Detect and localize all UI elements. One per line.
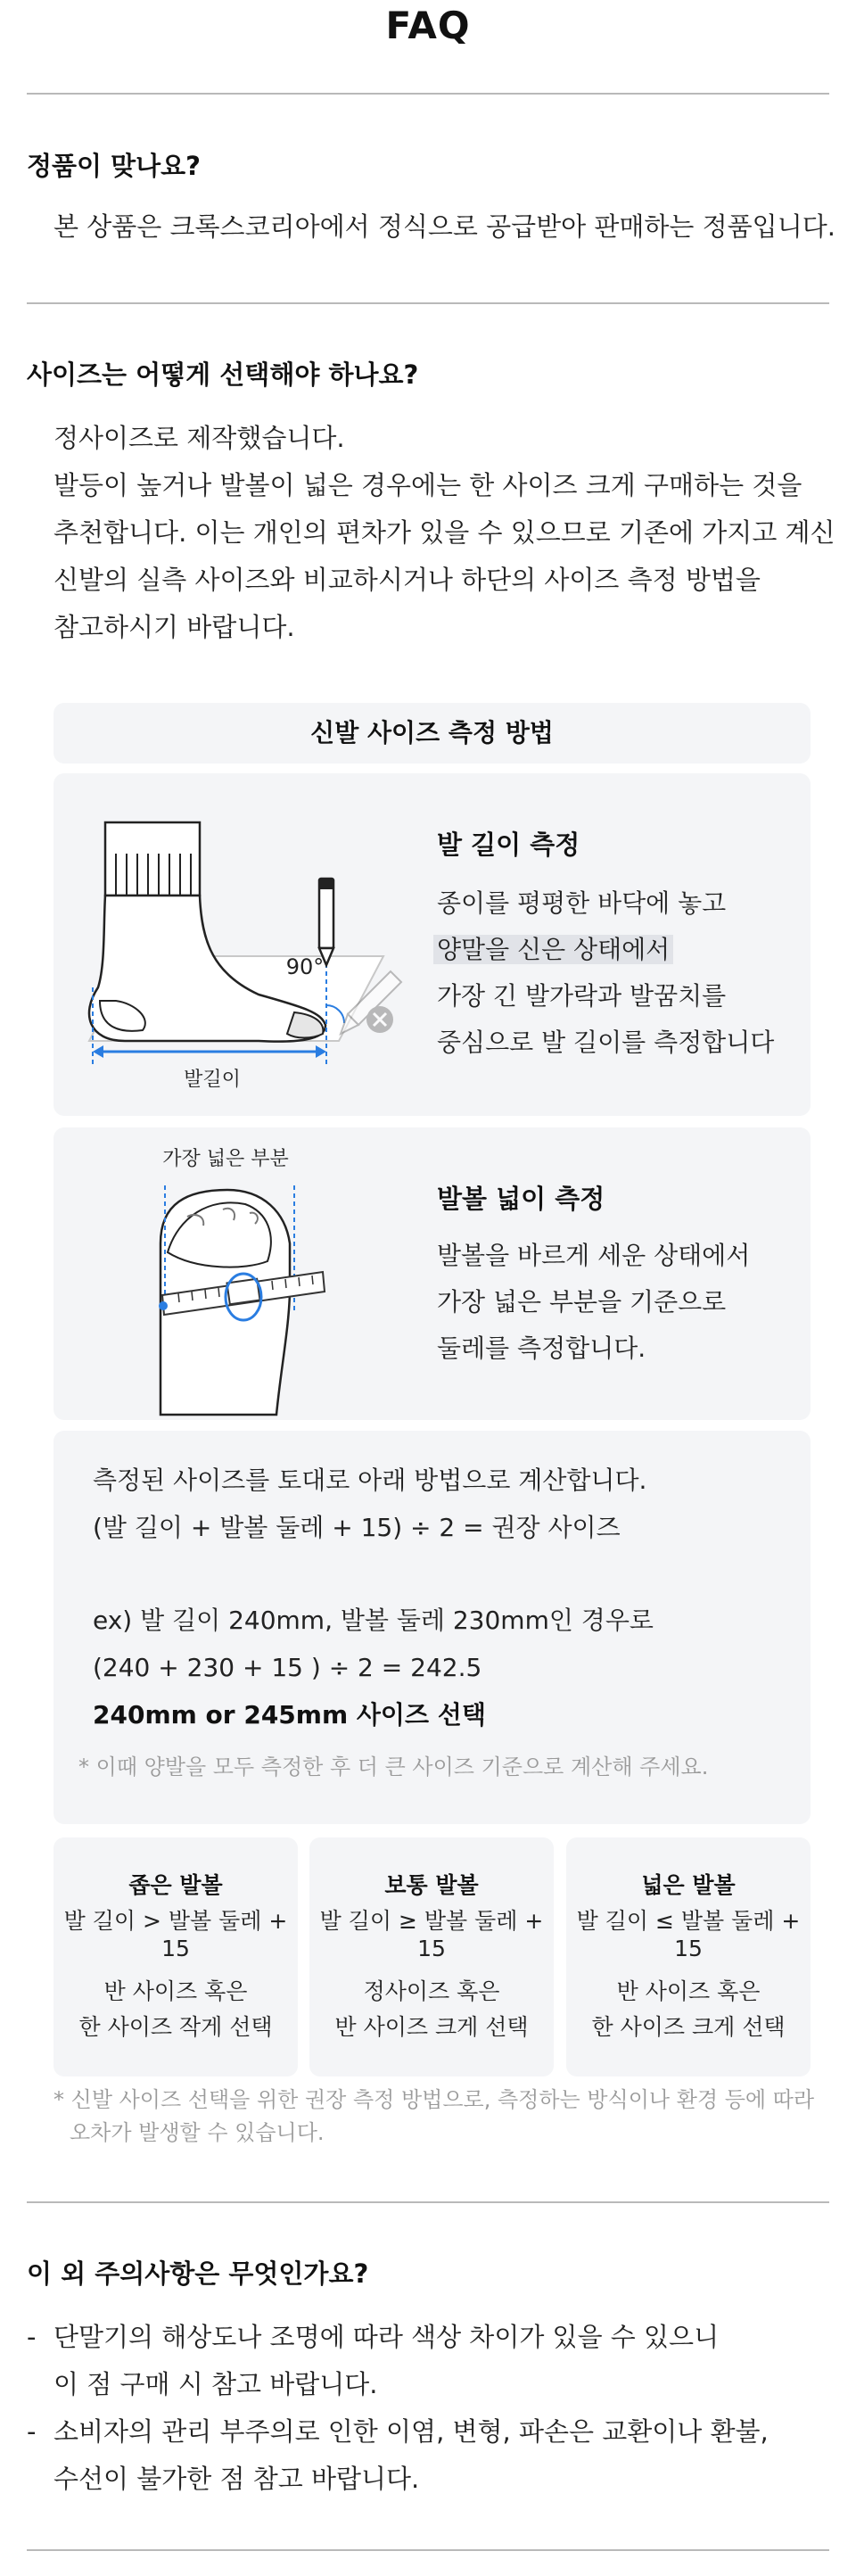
size-guide-header: 신발 사이즈 측정 방법: [54, 703, 811, 764]
length-title: 발 길이 측정: [437, 830, 580, 860]
type-recommendation: 한 사이즈 작게 선택: [78, 2014, 273, 2040]
type-recommendation: 반 사이즈 크게 선택: [334, 2014, 529, 2040]
length-axis-label: 발길이: [184, 1069, 241, 1091]
type-recommendation: 정사이즈 혹은: [363, 1978, 500, 2004]
highlight-text: 양말을 신은 상태에서: [433, 935, 673, 964]
size-calculation-card: [54, 1431, 811, 1824]
footnote-line: 오차가 발생할 수 있습니다.: [70, 2120, 325, 2145]
answer-line: 신발의 실측 사이즈와 비교하시거나 하단의 사이즈 측정 방법을: [54, 565, 761, 595]
foot-length-card: [54, 773, 811, 1116]
page-title: FAQ: [385, 4, 471, 47]
calc-line: 측정된 사이즈를 토대로 아래 방법으로 계산합니다.: [93, 1466, 647, 1495]
faq-answer-size: [54, 415, 835, 651]
length-line: 중심으로 발 길이를 측정합니다: [437, 1028, 775, 1057]
type-recommendation: 반 사이즈 혹은: [616, 1978, 761, 2004]
faq-question-authentic: 정품이 맞나요?: [27, 151, 202, 181]
type-title: 넓은 발볼: [641, 1872, 736, 1898]
width-line: 둘레를 측정합니다.: [437, 1333, 646, 1363]
width-title: 발볼 넓이 측정: [437, 1184, 605, 1214]
foot-width-card: [54, 1127, 811, 1420]
type-recommendation: 반 사이즈 혹은: [103, 1978, 248, 2004]
footnote-line: * 신발 사이즈 선택을 위한 권장 측정 방법으로, 측정하는 방식이나 환경 등에 따라: [54, 2087, 815, 2112]
arrow-head-left: [93, 1045, 103, 1058]
type-recommendation: 한 사이즈 크게 선택: [591, 2014, 786, 2040]
length-line: [437, 927, 673, 973]
divider: [27, 2549, 829, 2551]
type-title: 좁은 발볼: [128, 1872, 223, 1898]
answer-line: 정사이즈로 제작했습니다.: [54, 423, 345, 453]
calc-formula: (발 길이 + 발볼 둘레 + 15) ÷ 2 = 권장 사이즈: [93, 1513, 621, 1542]
answer-line: 본 상품은 크록스코리아에서 정식으로 공급받아 판매하는 정품입니다.: [54, 211, 835, 242]
notice-line: 소비자의 관리 부주의로 인한 이염, 변형, 파손은 교환이나 환불,: [54, 2416, 769, 2447]
divider: [27, 93, 829, 95]
calc-note: * 이때 양발을 모두 측정한 후 더 큰 사이즈 기준으로 계산해 주세요.: [78, 1754, 709, 1779]
length-line: 가장 긴 발가락과 발꿈치를: [437, 981, 727, 1011]
pencil-icon: [319, 879, 333, 965]
notice-line: 이 점 구매 시 참고 바랍니다.: [54, 2369, 378, 2399]
type-rule: 발 길이 > 발볼 둘레 + 15: [63, 1908, 288, 1961]
bullet-mark: -: [27, 2322, 37, 2352]
answer-line: 참고하시기 바랍니다.: [54, 612, 295, 642]
calc-example: ex) 발 길이 240mm, 발볼 둘레 230mm인 경우로: [93, 1606, 654, 1635]
faq-answer-authentic: [54, 203, 835, 251]
calc-example-formula: (240 + 230 + 15 ) ÷ 2 = 242.5: [93, 1653, 482, 1682]
faq-question-size: 사이즈는 어떻게 선택해야 하나요?: [27, 359, 419, 390]
divider: [27, 2201, 829, 2203]
arrow-head-right: [316, 1045, 326, 1058]
width-line: 가장 넓은 부분을 기준으로: [437, 1287, 727, 1317]
answer-line: 추천합니다. 이는 개인의 편차가 있을 수 있으므로 기존에 가지고 계신: [54, 517, 835, 548]
bullet-mark: -: [27, 2416, 37, 2447]
answer-line: 발등이 높거나 발볼이 넓은 경우에는 한 사이즈 크게 구매하는 것을: [54, 470, 802, 500]
sock-cuff: [105, 822, 200, 896]
tape-end-dot: [159, 1301, 168, 1310]
type-rule: 발 길이 ≤ 발볼 둘레 + 15: [576, 1908, 801, 1961]
notice-line: 단말기의 해상도나 조명에 따라 색상 차이가 있을 수 있으니: [54, 2322, 720, 2352]
normal-width-card: [309, 1837, 554, 2076]
wide-width-card: [566, 1837, 811, 2076]
type-rule: 발 길이 ≥ 발볼 둘레 + 15: [319, 1908, 544, 1961]
divider: [27, 302, 829, 304]
type-title: 보통 발볼: [384, 1872, 479, 1898]
angle-label: 90°: [285, 954, 325, 979]
widest-part-label: 가장 넓은 부분: [162, 1148, 289, 1170]
foot-length-illustration: [54, 773, 410, 1116]
notice-line: 수선이 불가한 점 참고 바랍니다.: [54, 2464, 420, 2494]
length-line: 종이를 평평한 바닥에 놓고: [437, 888, 727, 918]
calc-result: 240mm or 245mm 사이즈 선택: [93, 1700, 486, 1730]
foot-width-illustration: [54, 1127, 410, 1420]
narrow-width-card: [54, 1837, 298, 2076]
width-line: 발볼을 바르게 세운 상태에서: [437, 1241, 751, 1270]
guide-footnote: [54, 2084, 814, 2150]
faq-question-notes: 이 외 주의사항은 무엇인가요?: [27, 2258, 369, 2289]
